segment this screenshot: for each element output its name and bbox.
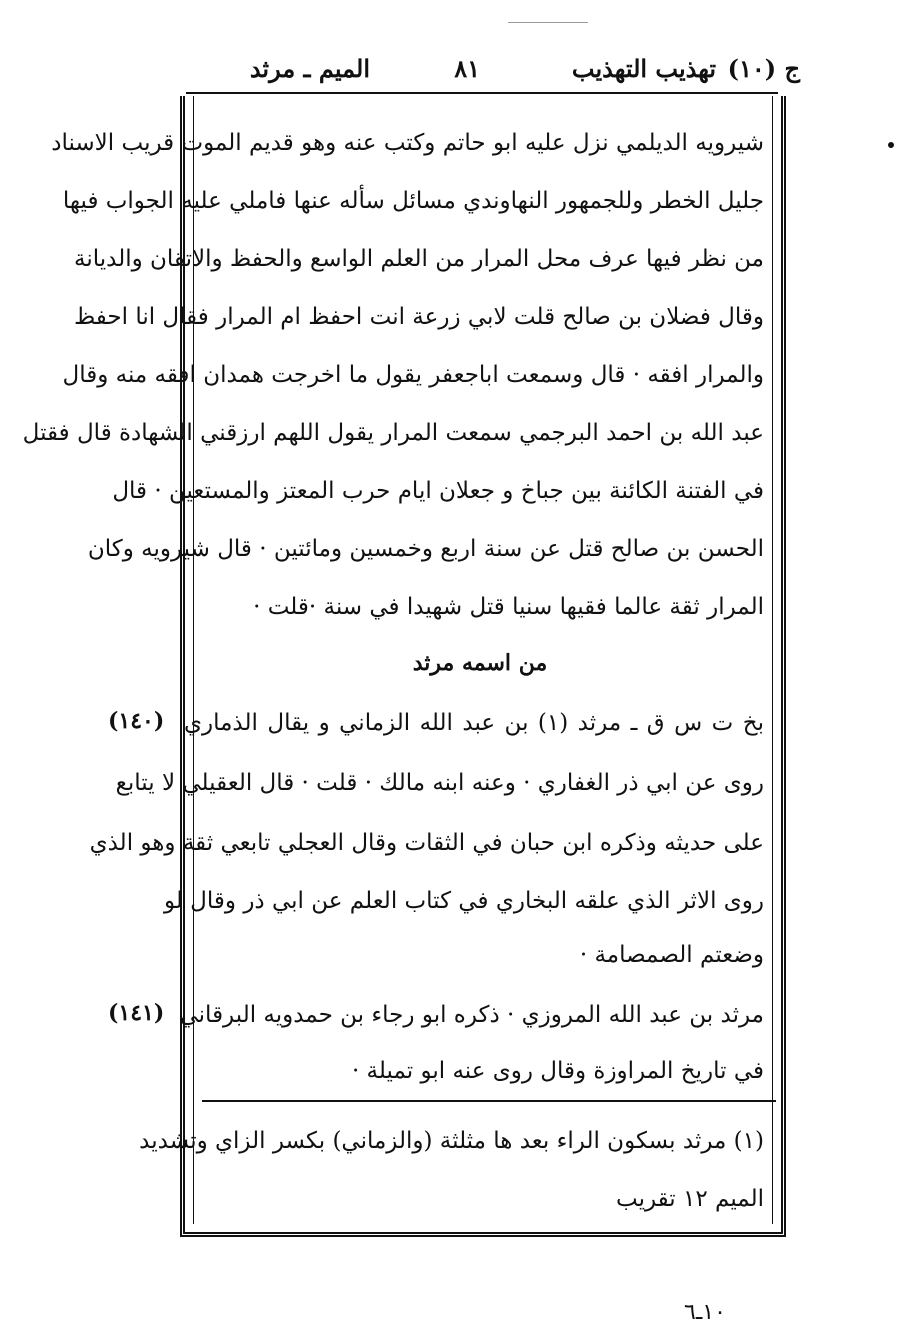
body-line: من نظر فيها عرف محل المرار من العلم الواسع والحفظ والاتقان والديانة: [74, 246, 764, 272]
footnote-rule: [202, 1100, 776, 1102]
header-page-number: ٨١: [454, 54, 480, 83]
header-rule: [186, 92, 778, 94]
body-line: شيرويه الديلمي نزل عليه ابو حاتم وكتب عنه وهو قديم الموت قريب الاسناد: [51, 130, 764, 156]
margin-dot: [888, 142, 894, 148]
footnote-line: (١) مرثد بسكون الراء بعد ها مثلثة (والزماني) بكسر الزاي وتشديد: [139, 1128, 764, 1154]
entry-line: روى عن ابي ذر الغفاري · وعنه ابنه مالك · قلت · قال العقيلي لا يتابع: [115, 770, 764, 796]
entry-line: روى الاثر الذي علقه البخاري في كتاب العلم عن ابي ذر وقال لو: [163, 888, 764, 914]
body-line: وقال فضلان بن صالح قلت لابي زرعة انت احفظ ام المرار فقال انا احفظ: [73, 304, 764, 330]
entry-line: وضعتم الصمصامة ·: [579, 942, 764, 968]
section-heading: من اسمه مرثد: [412, 650, 548, 676]
footnote-line: الميم ١٢ تقريب: [615, 1186, 764, 1212]
header-book-title: تهذيب التهذيب: [571, 54, 716, 83]
entry-line: مرثد بن عبد الله المروزي · ذكره ابو رجاء بن حمدويه البرقاني: [179, 1002, 764, 1028]
entry-line: في تاريخ المراوزة وقال روى عنه ابو تميلة ·: [351, 1058, 764, 1084]
body-line: جليل الخطر وللجمهور النهاوندي مسائل سأله عنها فاملي عليه الجواب فيها: [62, 188, 764, 214]
header-section: الميم ـ مرثد: [249, 54, 370, 83]
body-line: في الفتنة الكائنة بين جباخ و جعلان ايام حرب المعتز والمستعين · قال: [112, 478, 764, 504]
entry-line: على حديثه وذكره ابن حبان في الثقات وقال العجلي تابعي ثقة وهو الذي: [89, 830, 764, 856]
body-line: عبد الله بن احمد البرجمي سمعت المرار يقول اللهم ارزقني الشهادة قال فقتل: [22, 420, 764, 446]
entry-number: (١٤١): [108, 1000, 165, 1026]
body-line: والمرار افقه · قال وسمعت اباجعفر يقول ما اخرجت همدان افقه منه وقال: [62, 362, 764, 388]
body-line: الحسن بن صالح قتل عن سنة اربع وخمسين ومائتين · قال شيرويه وكان: [87, 536, 764, 562]
body-line: المرار ثقة عالما فقيها سنيا قتل شهيدا في سنة ·قلت ·: [253, 594, 764, 620]
header-volume: ج (١٠): [727, 54, 800, 83]
top-scratch-mark: [508, 22, 588, 23]
page-footer: ١٠ـ٦: [684, 1300, 726, 1325]
entry-number: (١٤٠): [108, 708, 165, 734]
entry-line: بخ ت س ق ـ مرثد (١) بن عبد الله الزماني و يقال الذماري: [184, 710, 764, 736]
running-header: [170, 48, 800, 94]
